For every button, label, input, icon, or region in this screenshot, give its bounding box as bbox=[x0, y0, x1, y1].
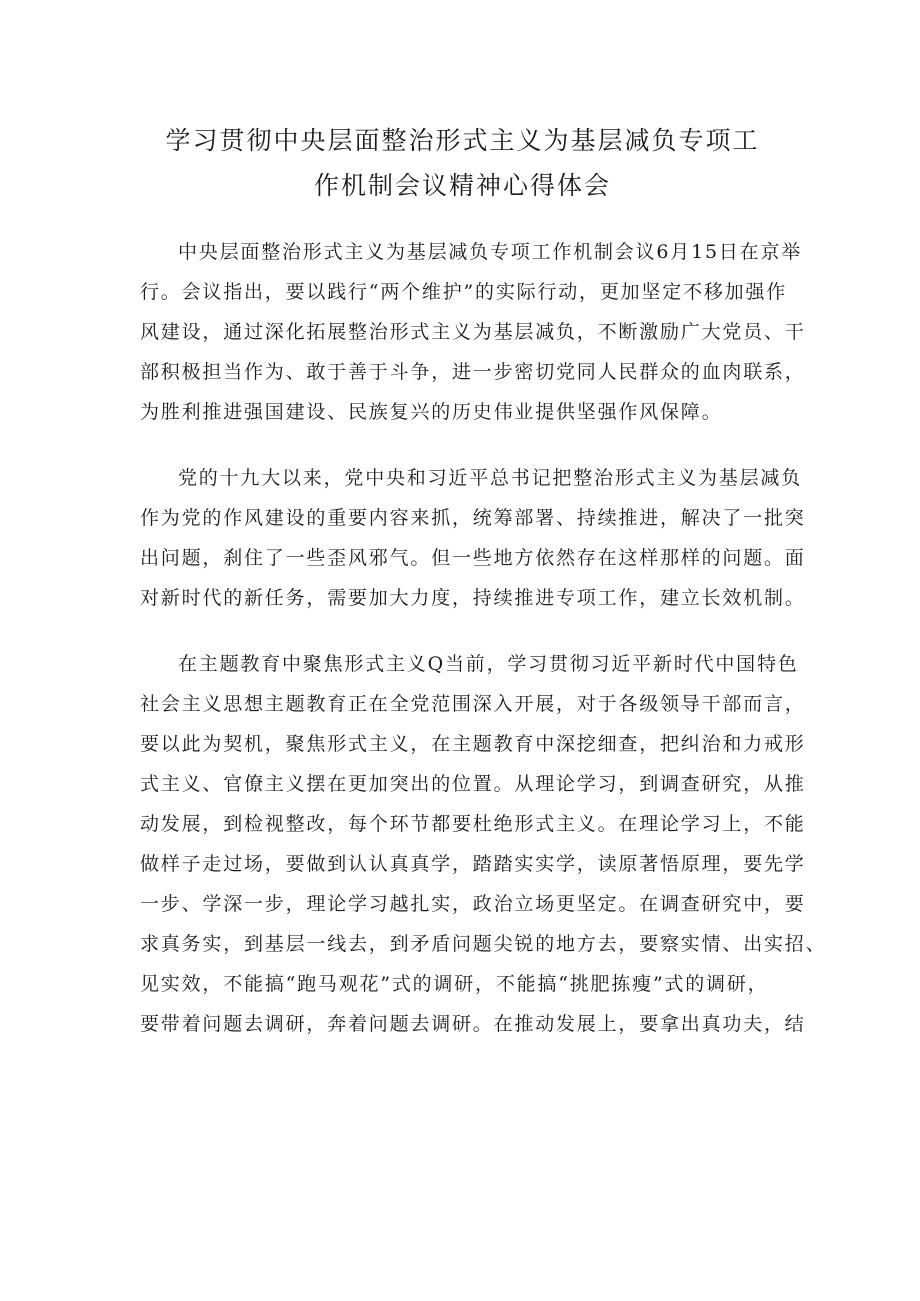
text-line: 部积极担当作为、敢于善于斗争，进一步密切党同人民群众的血肉联系， bbox=[140, 361, 806, 383]
text-line: 党的十九大以来，党中央和习近平总书记把整治形式主义为基层减负 bbox=[178, 467, 803, 489]
text-line: 中央层面整治形式主义为基层减负专项工作机制会议6月15日在京举 bbox=[178, 241, 803, 263]
text-line: 风建设，通过深化拓展整治形式主义为基层减负，不断激励广大党员、干 bbox=[140, 321, 806, 343]
text-line: 出问题，刹住了一些歪风邪气。但一些地方依然存在这样那样的问题。面 bbox=[140, 547, 806, 569]
text-line: 要带着问题去调研，奔着问题去调研。在推动发展上，要拿出真功夫，结 bbox=[140, 1013, 806, 1035]
text-line: 一步、学深一步，理论学习越扎实，政治立场更坚定。在调查研究中，要 bbox=[140, 893, 806, 915]
text-line: 做样子走过场，要做到认认真真学，踏踏实实学，读原著悟原理，要先学 bbox=[140, 853, 806, 875]
document-body bbox=[140, 232, 827, 1070]
text-line: 对新时代的新任务，需要加大力度，持续推进专项工作，建立长效机制。 bbox=[140, 587, 806, 609]
text-line: 在主题教育中聚焦形式主义Q当前，学习贯彻习近平新时代中国特色 bbox=[178, 653, 799, 675]
text-line: 要以此为契机，聚焦形式主义，在主题教育中深挖细查，把纠治和力戒形 bbox=[140, 733, 806, 755]
text-line: 行。会议指出，要以践行“两个维护”的实际行动，更加坚定不移加强作 bbox=[140, 281, 788, 303]
text-line: 求真务实，到基层一线去，到矛盾问题尖锐的地方去，要察实情、出实招、 bbox=[140, 933, 827, 955]
paragraph-1 bbox=[140, 232, 806, 432]
paragraph-2 bbox=[140, 458, 806, 618]
text-line: 式主义、官僚主义摆在更加突出的位置。从理论学习，到调查研究，从推 bbox=[140, 773, 806, 795]
text-line: 社会主义思想主题教育正在全党范围深入开展，对于各级领导干部而言， bbox=[140, 693, 806, 715]
paragraph-3 bbox=[140, 644, 827, 1044]
text-line: 见实效，不能搞“跑马观花”式的调研，不能搞“挑肥拣瘦”式的调研， bbox=[140, 973, 769, 995]
title-line-1: 学习贯彻中央层面整治形式主义为基层减负专项工 bbox=[165, 126, 760, 155]
text-line: 动发展，到检视整改，每个环节都要杜绝形式主义。在理论学习上，不能 bbox=[140, 813, 806, 835]
text-line: 作为党的作风建设的重要内容来抓，统筹部署、持续推进，解决了一批突 bbox=[140, 507, 806, 529]
document-title bbox=[140, 118, 785, 208]
title-line-2: 作机制会议精神心得体会 bbox=[313, 171, 611, 200]
text-line: 为胜利推进强国建设、民族复兴的历史伟业提供坚强作风保障。 bbox=[140, 401, 723, 423]
